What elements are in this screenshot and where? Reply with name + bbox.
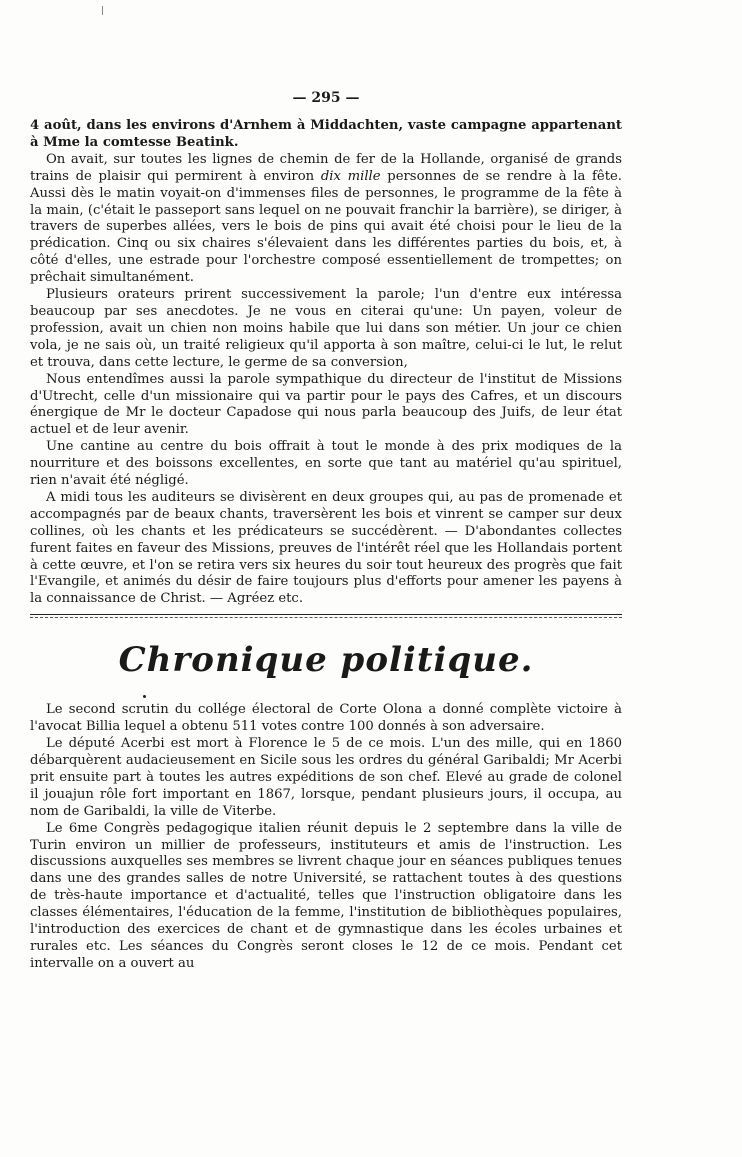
paragraph-5: Une cantine au centre du bois offrait à tout le monde à des prix modiques de la nourriture et des boissons excellentes, en sorte que tant au matériel qu'au spirituel, rien n'avait été négligé. <box>30 439 622 489</box>
stray-dot <box>143 695 146 698</box>
paragraph-3: Plusieurs orateurs prirent successivement la parole; l'un d'entre eux intéressa beaucoup par ses anecdotes. Je ne vous en citerai qu'une: Un payen, voleur de profession, avait un chien non moins habile que lui dans son métier. Un jour ce chien vola, je ne sais où, un traité religieux qu'il apporta à son maître, celui-ci le lut, le relut et trouva, dans cette lecture, le germe de sa conversion, <box>30 287 622 370</box>
paragraph-4: Nous entendîmes aussi la parole sympathique du directeur de l'institut de Missions d'Utrecht, celle d'un missionaire qui va partir pour le pays des Cafres, et un discours énergique de Mr le docteur Capadose qui nous parla beaucoup des Juifs, de leur état actuel et de leur avenir. <box>30 371 622 438</box>
paragraph-7: Le second scrutin du collége électoral de Corte Olona a donné complète victoire à l'avocat Billia lequel a obtenu 511 votes contre 100 donnés à son adversaire. <box>30 702 622 735</box>
scan-mark <box>102 6 103 15</box>
paragraph-2-emphasis: dix mille <box>320 168 381 184</box>
paragraph-9: Le 6me Congrès pedagogique italien réunit depuis le 2 septembre dans la ville de Turin environ un millier de professeurs, instituteurs et amis de l'instruction. Les discussions auxquelles ses membres se livrent chaque jour en séances publiques tenues dans une des grandes salles de notre Université, se rattachent toutes à des questions de très-haute importance et d'actualité, telles que l'instruction obligatoire dans les classes élémentaires, l'éducation de la femme, l'institution de bibliothèques populaires, l'introduction des exercices de chant et de gymnastique dans les écoles urbaines et rurales etc. Les séances du Congrès seront closes le 12 de ce mois. Pendant cet intervalle on a ouvert au <box>30 820 622 971</box>
paragraph-1: 4 août, dans les environs d'Arnhem à Middachten, vaste campagne appartenant à Mme la comtesse Beatink. <box>30 118 622 150</box>
paragraph-2-start: On avait, sur toutes les lignes de chemin de fer de la Hollande, organisé de grands trains de plaisir qui permirent à environ <box>30 151 622 184</box>
paragraph-6: A midi tous les auditeurs se divisèrent en deux groupes qui, au pas de promenade et accompagnés par de beaux chants, traversèrent les bois et vinrent se camper sur deux collines, où les chants et les prédicateurs se succédèrent. — D'abondantes collectes furent faites en faveur des Missions, preuves de l'intérêt réel que les Hollandais portent à cette œuvre, et l'on se retira vers six heures du soir tout heureux des progrès que fait l'Evangile, et animés du désir de faire toujours plus d'efforts pour amener les payens à la connaissance de Christ. — Agréez etc. <box>30 489 622 607</box>
paragraph-2 <box>30 152 622 287</box>
article-missions <box>30 118 622 608</box>
paragraph-8: Le député Acerbi est mort à Florence le 5 de ce mois. L'un des mille, qui en 1860 débarquèrent audacieusement en Sicile sous les ordres du général Garibaldi; Mr Acerbi prit ensuite part à toutes les autres expéditions de son chef. Elevé au grade de colonel il jouajun rôle fort important en 1867, lorsque, pendant plusieurs jours, il occupa, au nom de Garibaldi, la ville de Viterbe. <box>30 736 622 819</box>
document-page <box>30 90 622 973</box>
section-divider <box>30 614 622 618</box>
page-number: — 295 — <box>292 90 360 106</box>
paragraph-2-rest: personnes de se rendre à la fête. Aussi dès le matin voyait-on d'immenses files de personnes, le programme de la fête à la main, (c'était le passeport sans lequel on ne pouvait franchir la barrière), se diriger, à travers de superbes allées, vers le bois de pins qui avait été choisi pour le lieu de la prédication. Cinq ou six chaires s'élevaient dans les différentes parties du bois, et, à côté d'elles, une estrade pour l'orchestre composé essentiellement de trompettes; on prêchait simultanément. <box>30 168 622 286</box>
section-title: Chronique politique. <box>118 640 534 681</box>
article-politique <box>30 702 622 973</box>
